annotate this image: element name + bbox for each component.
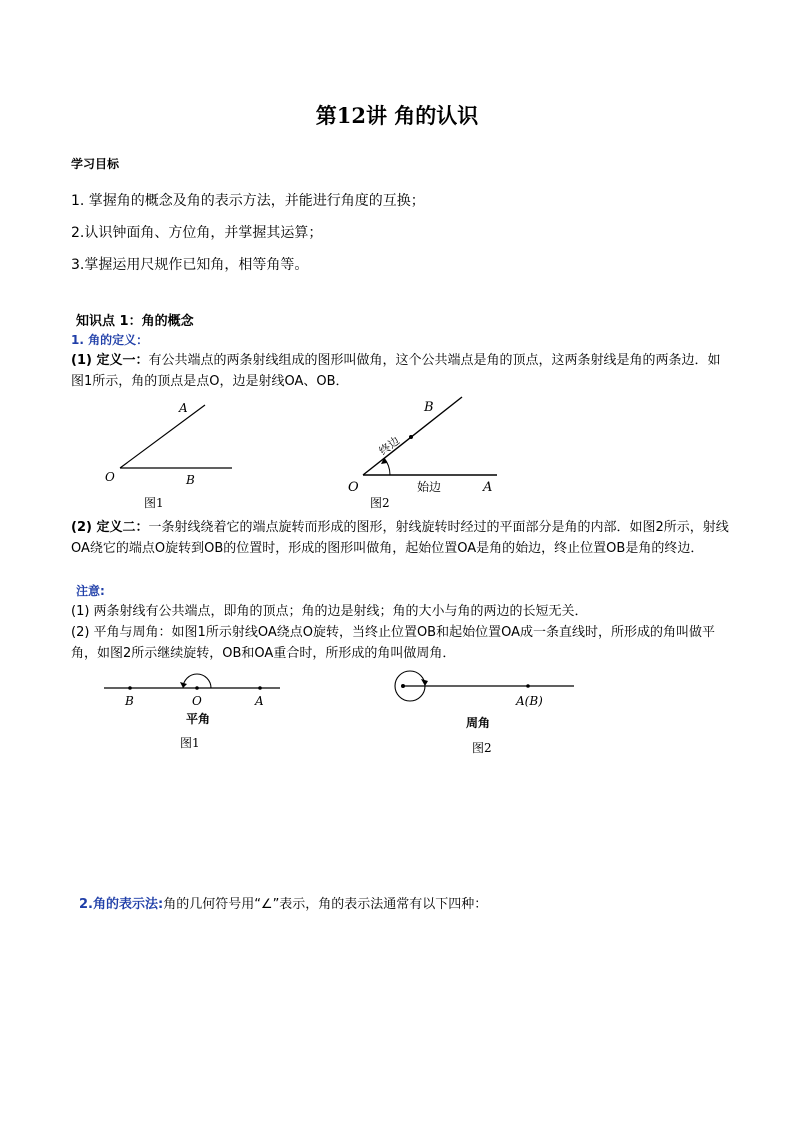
representation-label: 2.角的表示法: [79,897,164,912]
note-one: (1) 两条射线有公共端点，即角的顶点；角的边是射线；角的大小与角的两边的长短无关． [71,604,588,619]
fig2-initial-side: 始边 [417,480,442,494]
fig3-label-b: B [125,694,134,708]
fig1-label-b: B [186,473,195,487]
fig1-label-o: O [105,470,115,484]
angle-type-figures [90,665,590,765]
objective-item: 3.掌握运用尺规作已知角，相等角等。 [71,257,309,273]
objectives-heading: 学习目标 [71,157,120,171]
definition-subheading: 1. 角的定义： [71,333,149,347]
fig2-label-b: B [424,400,434,415]
fig4-name: 周角 [466,716,491,730]
fig3-name: 平角 [186,712,211,726]
fig4-caption: 图2 [472,741,492,755]
definition-figures [90,395,520,515]
fig3-label-o: O [192,694,202,708]
fig1-caption: 图1 [144,496,164,510]
fig4-label-ab: A(B) [516,694,543,708]
page-title: 第12讲 角的认识 [315,103,479,128]
objective-item: 2.认识钟面角、方位角，并掌握其运算； [71,225,323,241]
definition-two-label: (2) 定义二： [71,520,149,535]
definition-two-text: 一条射线绕着它的端点旋转而形成的图形，射线旋转时经过的平面部分是角的内部．如图2所示，射线OA绕它的端点O旋转到OB的位置时，形成的图形叫做角，起始位置OA是角的始边，终止位置OB是角的终边． [71,520,729,556]
definition-two [71,517,731,559]
fig2-caption: 图2 [370,496,390,510]
fig1-label-a: A [179,401,188,415]
representation-text: 角的几何符号用“∠”表示，角的表示法通常有以下四种： [163,897,488,912]
fig2-terminal-side: 终边 [376,434,403,458]
definition-one [71,350,731,392]
figure-2-angle [348,397,497,510]
definition-one-label: (1) 定义一： [71,353,149,368]
full-angle-figure [395,671,574,755]
note-two: (2) 平角与周角：如图1所示射线OA绕点O旋转，当终止位置OB和起始位置OA成一条直线时，所形成的角叫做平角，如图2所示继续旋转，OB和OA重合时，所形成的角叫做周角． [71,625,715,661]
note-heading: 注意: [76,584,105,598]
straight-angle-figure [104,674,280,750]
fig2-label-o: O [348,480,359,495]
fig3-label-a: A [255,694,264,708]
objective-item: 1. 掌握角的概念及角的表示方法，并能进行角度的互换； [71,193,425,209]
fig2-label-a: A [483,480,493,495]
representation-line [79,893,487,912]
definition-one-text: 有公共端点的两条射线组成的图形叫做角，这个公共端点是角的顶点，这两条射线是角的两条边．如图1所示，角的顶点是点O，边是射线OA、OB． [71,353,721,389]
figure-1-angle [105,401,232,510]
knowledge-point-heading: 知识点 1：角的概念 [76,314,194,329]
fig3-caption: 图1 [180,736,200,750]
